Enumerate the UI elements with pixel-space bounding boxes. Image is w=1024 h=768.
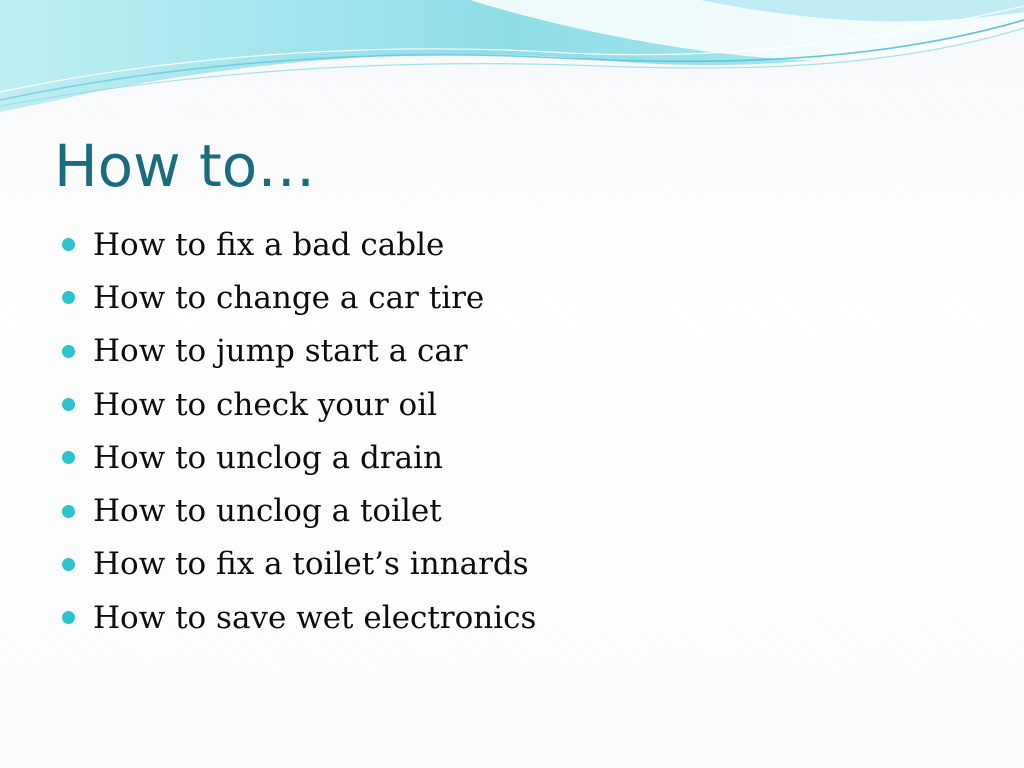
bullet-text: How to fix a bad cable: [93, 226, 445, 263]
decorative-wave-header: [0, 0, 1024, 130]
bullet-dot-icon: [62, 558, 75, 571]
bullet-text: How to unclog a toilet: [93, 493, 442, 530]
list-item: [62, 325, 536, 378]
bullet-dot-icon: [62, 345, 75, 358]
bullet-text: How to jump start a car: [93, 333, 468, 370]
slide-title: How to…: [54, 132, 316, 200]
list-item: [62, 271, 536, 324]
bullet-text: How to check your oil: [93, 386, 438, 423]
bullet-dot-icon: [62, 505, 75, 518]
list-item: [62, 538, 536, 591]
bullet-text: How to change a car tire: [93, 279, 485, 316]
bullet-dot-icon: [62, 291, 75, 304]
list-item: [62, 484, 536, 537]
list-item: [62, 378, 536, 431]
bullet-text: How to unclog a drain: [93, 439, 443, 476]
bullet-dot-icon: [62, 451, 75, 464]
list-item: [62, 431, 536, 484]
bullet-dot-icon: [62, 238, 75, 251]
bullet-text: How to fix a toilet’s innards: [93, 546, 529, 583]
list-item: [62, 218, 536, 271]
bullet-dot-icon: [62, 611, 75, 624]
bullet-dot-icon: [62, 398, 75, 411]
list-item: [62, 591, 536, 644]
bullet-list: [62, 218, 536, 644]
bullet-text: How to save wet electronics: [93, 599, 537, 636]
